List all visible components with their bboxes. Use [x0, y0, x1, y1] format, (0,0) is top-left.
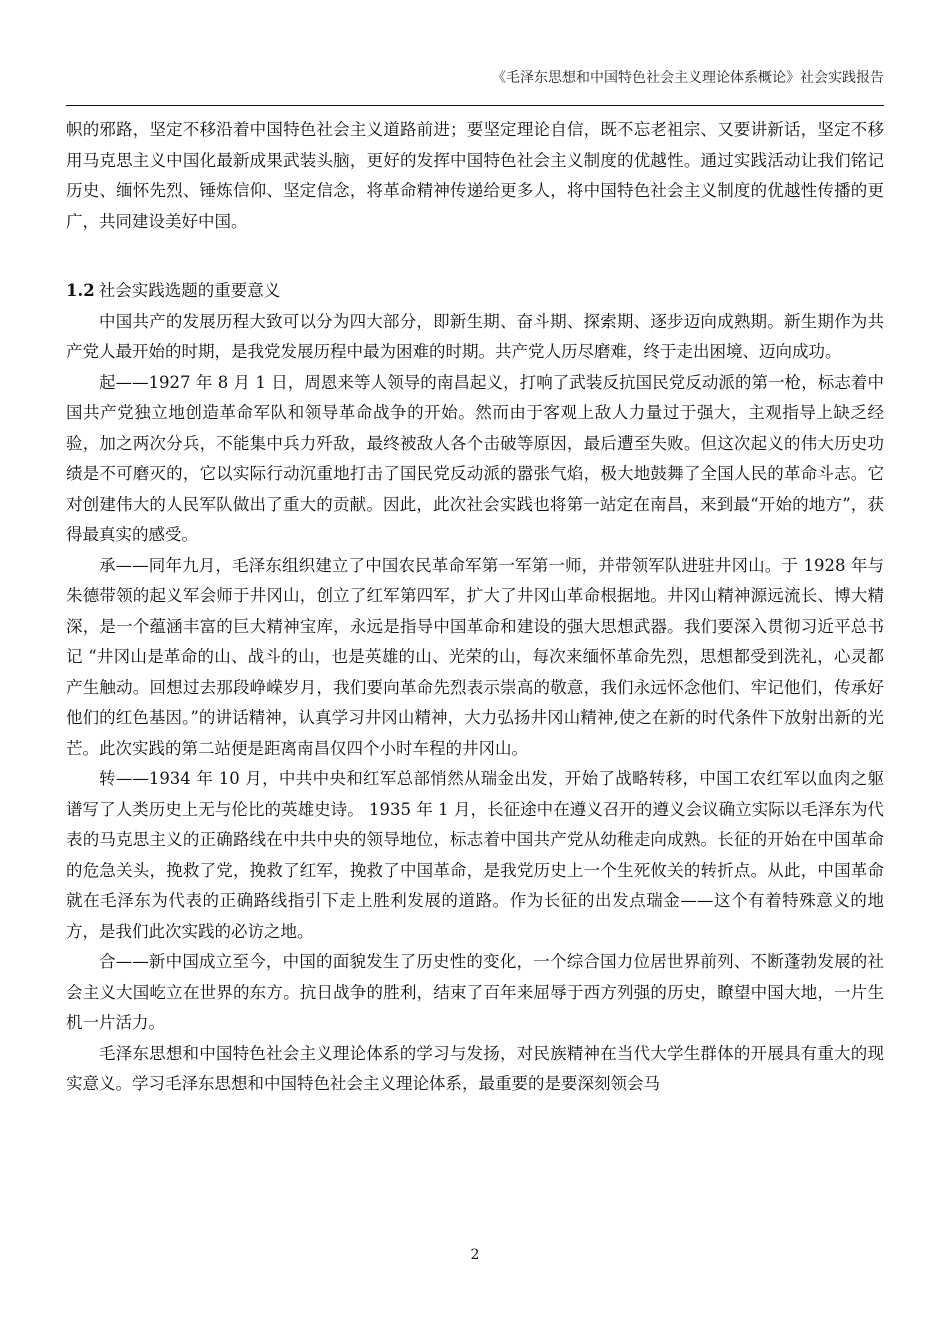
body-text	[66, 115, 884, 1100]
running-header: 《毛泽东思想和中国特色社会主义理论体系概论》社会实践报告	[492, 70, 884, 86]
paragraph-zhuan: 转——1934 年 10 月，中共中央和红军总部悄然从瑞金出发，开始了战略转移，中国工农红军以血肉之躯谱写了人类历史上无与伦比的英雄史诗。 1935 年 1 月，长征途中在遵义召开的遵义会议确立实际以毛泽东为代表的马克思主义的正确路线在中共中央的领导地位，标志着中国共产党从幼稚走向成熟。长征的开始在中国革命的危急关头，挽救了党，挽救了红军，挽救了中国革命，是我党历史上一个生死攸关的转折点。从此，中国革命就在毛泽东为代表的正确路线指引下走上胜利发展的道路。作为长征的出发点瑞金——这个有着特殊意义的地方，是我们此次实践的必访之地。	[66, 769, 884, 941]
paragraph-cheng: 承——同年九月，毛泽东组织建立了中国农民革命军第一军第一师，并带领军队进驻井冈山。于 1928 年与朱德带领的起义军会师于井冈山，创立了红军第四军，扩大了井冈山革命根据地。井冈山精神源远流长、博大精深，是一个蕴涵丰富的巨大精神宝库，永远是指导中国革命和建设的强大思想武器。我们要深入贯彻习近平总书记 “井冈山是革命的山、战斗的山，也是英雄的山、光荣的山，每次来缅怀革命先烈，思想都受到洗礼，心灵都产生触动。回想过去那段峥嵘岁月，我们要向革命先烈表示崇高的敬意，我们永远怀念他们、牢记他们，传承好他们的红色基因。”的讲话精神，认真学习井冈山精神，大力弘扬井冈山精神,使之在新的时代条件下放射出新的光芒。此次实践的第二站便是距离南昌仅四个小时车程的井冈山。	[66, 555, 884, 758]
section-number: 1.2	[66, 281, 95, 300]
section-title: 社会实践选题的重要意义	[98, 281, 281, 300]
header-rule	[66, 105, 884, 106]
page-number: 2	[470, 1247, 480, 1263]
paragraph-study: 毛泽东思想和中国特色社会主义理论体系的学习与发扬，对民族精神在当代大学生群体的开展具有重大的现实意义。学习毛泽东思想和中国特色社会主义理论体系，最重要的是要深刻领会马	[66, 1043, 884, 1093]
section-heading	[66, 276, 884, 307]
paragraph-continuation: 帜的邪路，坚定不移沿着中国特色社会主义道路前进；要坚定理论自信，既不忘老祖宗、又要讲新话，坚定不移用马克思主义中国化最新成果武装头脑，更好的发挥中国特色社会主义制度的优越性。通过实践活动让我们铭记历史、缅怀先烈、锤炼信仰、坚定信念，将革命精神传递给更多人，将中国特色社会主义制度的优越性传播的更广，共同建设美好中国。	[66, 120, 884, 231]
paragraph-qi: 起——1927 年 8 月 1 日，周恩来等人领导的南昌起义，打响了武装反抗国民党反动派的第一枪，标志着中国共产党独立地创造革命军队和领导革命战争的开始。然而由于客观上敌人力量过于强大，主观指导上缺乏经验，加之两次分兵，不能集中兵力歼敌，最终被敌人各个击破等原因，最后遭至失败。但这次起义的伟大历史功绩是不可磨灭的，它以实际行动沉重地打击了国民党反动派的嚣张气焰，极大地鼓舞了全国人民的革命斗志。它对创建伟大的人民军队做出了重大的贡献。因此，此次社会实践也将第一站定在南昌，来到最“开始的地方”，获得最真实的感受。	[66, 372, 884, 544]
paragraph-he: 合——新中国成立至今，中国的面貌发生了历史性的变化，一个综合国力位居世界前列、不断蓬勃发展的社会主义大国屹立在世界的东方。抗日战争的胜利，结束了百年来屈辱于西方列强的历史，瞭望中国大地，一片生机一片活力。	[66, 952, 884, 1032]
paragraph-overview: 中国共产的发展历程大致可以分为四大部分，即新生期、奋斗期、探索期、逐步迈向成熟期。新生期作为共产党人最开始的时期，是我党发展历程中最为困难的时期。共产党人历尽磨难，终于走出困境、迈向成功。	[66, 311, 884, 361]
